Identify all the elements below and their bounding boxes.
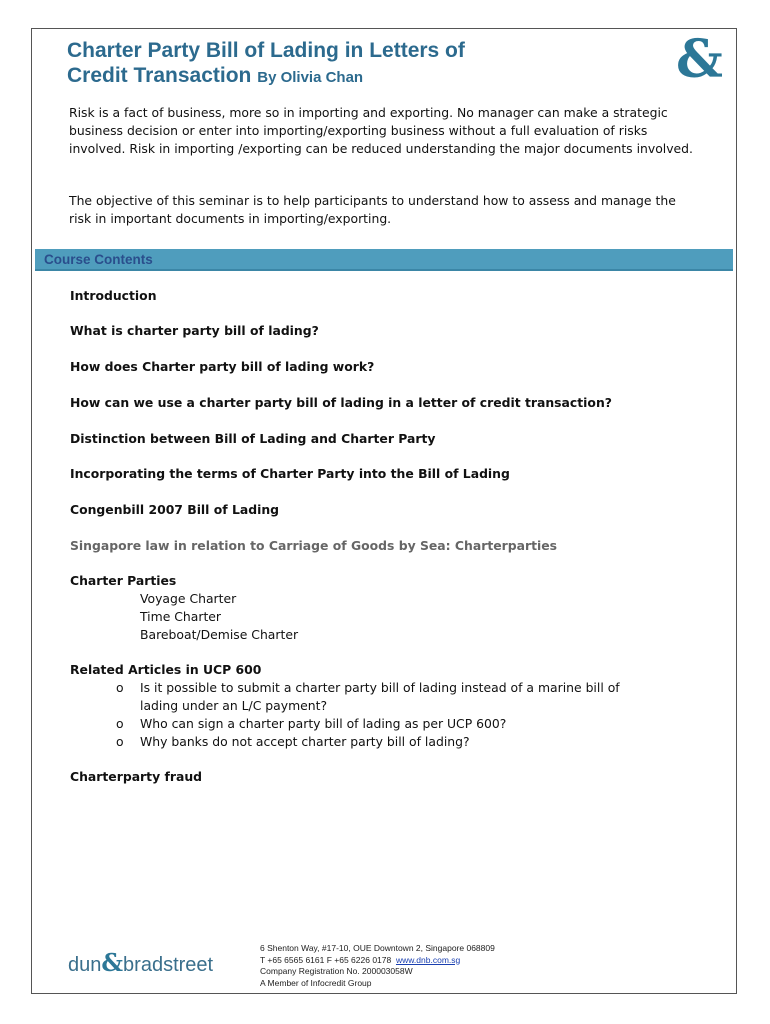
- footer-address: 6 Shenton Way, #17-10, OUE Downtown 2, Singapore 068809: [260, 943, 495, 953]
- section-title: Course Contents: [44, 252, 153, 267]
- title-line-1: Charter Party Bill of Lading in Letters of: [67, 39, 465, 62]
- related-article-1: Is it possible to submit a charter party bill of lading instead of a marine bill of lading under an L/C payment?: [140, 680, 620, 713]
- intro-paragraph-2: The objective of this seminar is to help participants to understand how to assess and manage the risk in important documents in importing/exporting.: [69, 193, 676, 226]
- course-item-congenbill: Congenbill 2007 Bill of Lading: [70, 502, 280, 517]
- course-item-letter-of-credit: How can we use a charter party bill of lading in a letter of credit transaction?: [70, 395, 612, 410]
- footer-registration: Company Registration No. 200003058W: [260, 966, 413, 976]
- course-item-what-is: What is charter party bill of lading?: [70, 323, 319, 338]
- course-item-fraud: Charterparty fraud: [70, 769, 203, 784]
- charter-parties-heading: Charter Parties: [70, 573, 177, 588]
- author: By Olivia Chan: [257, 69, 364, 86]
- footer-phone: T +65 6565 6161 F +65 6226 0178: [260, 954, 392, 965]
- intro-paragraph-1: Risk is a fact of business, more so in importing and exporting. No manager can make a strategic business decision or enter into importing/exporting business without a full evaluation of risks involved. Risk in importing /exporting can be reduced understanding the major documents involved.: [69, 105, 693, 156]
- course-item-singapore-law: Singapore law in relation to Carriage of Goods by Sea: Charterparties: [70, 538, 558, 553]
- footer-phone-line: [260, 955, 495, 967]
- logo-text-dun: dun: [68, 954, 102, 976]
- charter-type-time: Time Charter: [140, 609, 222, 624]
- document-title: [67, 38, 465, 90]
- related-article-2: Who can sign a charter party bill of lading as per UCP 600?: [140, 716, 507, 731]
- course-item-introduction: Introduction: [70, 288, 157, 303]
- section-header-bar: [35, 249, 733, 271]
- course-item-how-does: How does Charter party bill of lading work?: [70, 359, 375, 374]
- title-line-2: Credit Transaction: [67, 64, 252, 87]
- related-articles-heading: Related Articles in UCP 600: [70, 662, 262, 677]
- list-bullet-icon: o: [116, 734, 124, 749]
- course-item-incorporating: Incorporating the terms of Charter Party into the Bill of Lading: [70, 466, 510, 481]
- logo-ampersand-icon: &: [101, 948, 124, 977]
- footer-contact-block: [260, 943, 495, 989]
- charter-type-bareboat: Bareboat/Demise Charter: [140, 627, 299, 642]
- related-article-3: Why banks do not accept charter party bill of lading?: [140, 734, 470, 749]
- dun-bradstreet-logo: [68, 948, 213, 980]
- footer-website-link[interactable]: www.dnb.com.sg: [395, 954, 461, 965]
- list-bullet-icon: o: [116, 716, 124, 731]
- course-item-distinction: Distinction between Bill of Lading and Charter Party: [70, 431, 436, 446]
- ampersand-logo-icon: &: [676, 29, 723, 90]
- charter-type-voyage: Voyage Charter: [140, 591, 237, 606]
- logo-text-bradstreet: bradstreet: [123, 954, 214, 976]
- list-bullet-icon: o: [116, 680, 124, 695]
- footer-member: A Member of Infocredit Group: [260, 977, 372, 988]
